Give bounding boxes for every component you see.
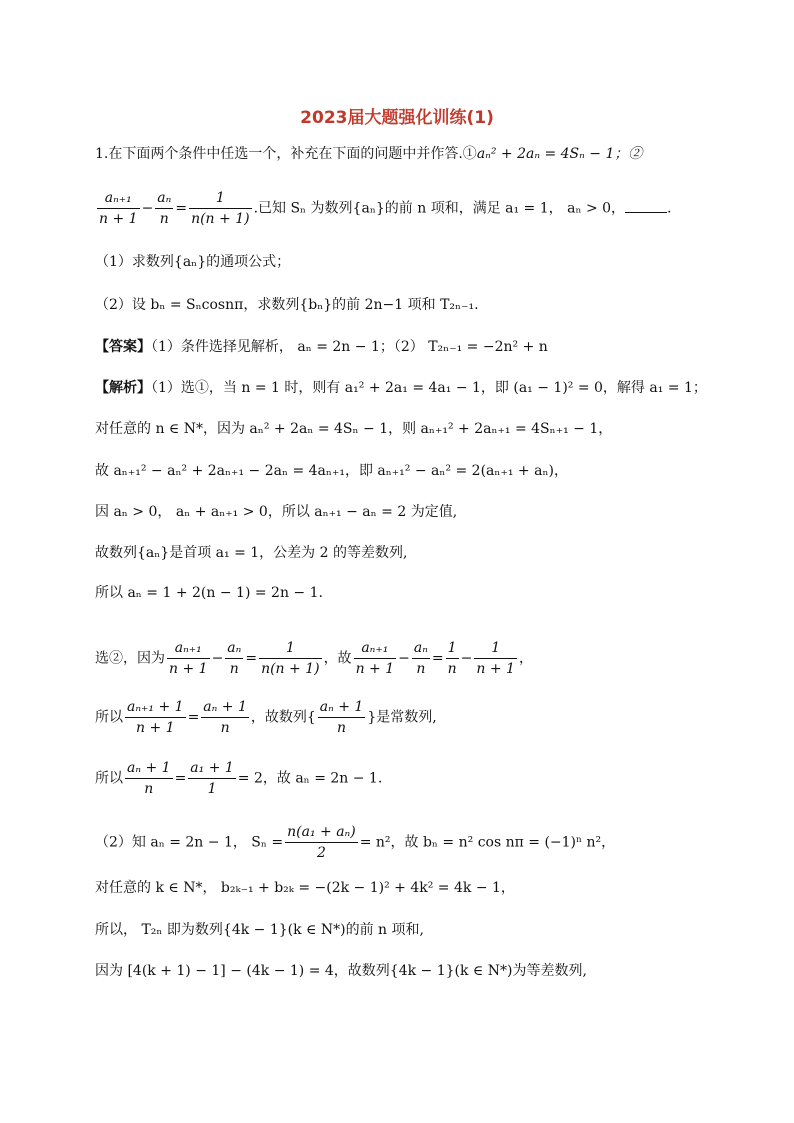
fraction: $\frac{1}{n + 1}$ (476, 640, 515, 677)
fraction: $\frac{\text{aₙ + 1}}{n}$ (127, 760, 171, 797)
analysis-line-4: 因 aₙ > 0， aₙ + aₙ₊₁ > 0，所以 aₙ₊₁ − aₙ = 2 为定值, (95, 504, 458, 520)
fraction: $\frac{\text{aₙ}}{n}$ (157, 190, 172, 227)
fraction: $\frac{\text{aₙ₊₁}}{n + 1}$ (99, 190, 138, 227)
question-intro-text: 1.在下面两个条件中任选一个，补充在下面的问题中并作答.① (95, 146, 477, 162)
analysis-line-1: 【解析】（1）选①，当 n = 1 时，则有 a₁² + 2a₁ = 4a₁ − 1，即 (a₁ − 1)² = 0，解得 a₁ = 1； (95, 380, 707, 396)
answer-text: （1）条件选择见解析， aₙ = 2n − 1；（2） T₂ₙ₋₁ = −2n² + n (151, 339, 548, 355)
part-two-line-4: 因为 [4(k + 1) − 1] − (4k − 1) = 4，故数列{4k − 1}(k ∈ N*)为等差数列, (95, 963, 587, 979)
analysis-line-2: 对任意的 n ∈ N*，因为 aₙ² + 2aₙ = 4Sₙ − 1，则 aₙ₊₁² + 2aₙ₊₁ = 4Sₙ₊₁ − 1， (95, 421, 613, 437)
condition-one: aₙ² + 2aₙ = 4Sₙ − 1；② (476, 146, 643, 162)
answer-line (95, 337, 734, 357)
answer-blank (625, 212, 667, 213)
fraction: $\frac{\text{aₙ + 1}}{n}$ (319, 699, 364, 736)
fraction: $\frac{1}{n}$ (447, 640, 457, 677)
constant-sequence-line: 所以 $\frac{\text{aₙ₊₁ + 1}}{n + 1}$ = $\frac{\text{aₙ + 1}}{n}$ ，故数列{ $\frac{\text{aₙ + 1}}{n}$ }是常数列, (95, 699, 437, 736)
condition-two-line: $\frac{\text{aₙ₊₁}}{n + 1}$ − $\frac{\text{aₙ}}{n}$ = $\frac{1}{n(n + 1)}$ .已知 Sₙ 为数列{aₙ}的前 n 项和，满足 a₁ = 1， aₙ > 0， . (99, 190, 672, 227)
fraction: $\frac{1}{n(n + 1)}$ (261, 640, 320, 677)
fraction: $\frac{1}{n(n + 1)}$ (191, 190, 250, 227)
analysis-line-6: 所以 aₙ = 1 + 2(n − 1) = 2n − 1. (95, 585, 323, 601)
page-title: 2023届大题强化训练(1) (300, 108, 494, 128)
fraction: $\frac{\text{a₁ + 1}}{1}$ (190, 760, 234, 797)
fraction: $\frac{\text{aₙ}}{n}$ (413, 640, 428, 677)
part-two-line-2: 对任意的 k ∈ N*， b₂ₖ₋₁ + b₂ₖ = −(2k − 1)² + 4k² = 4k − 1， (95, 880, 515, 896)
answer-tag: 【答案】 (95, 339, 151, 355)
part-two: （2）设 bₙ = Sₙcosnπ，求数列{bₙ}的前 2n−1 项和 T₂ₙ₋₁. (95, 297, 479, 313)
analysis-line-5: 故数列{aₙ}是首项 a₁ = 1，公差为 2 的等差数列, (95, 545, 408, 561)
analysis-tag: 【解析】 (95, 380, 151, 396)
fraction: $\frac{\text{aₙ + 1}}{n}$ (203, 699, 247, 736)
condition-two-tail: .已知 Sₙ 为数列{aₙ}的前 n 项和，满足 a₁ = 1， aₙ > 0， (253, 200, 626, 217)
part-one: （1）求数列{aₙ}的通项公式； (95, 254, 291, 270)
fraction: $\frac{\text{aₙ₊₁ + 1}}{n + 1}$ (127, 699, 184, 736)
fraction: $\frac{\text{aₙ}}{n}$ (227, 640, 242, 677)
fraction: $\frac{\text{aₙ₊₁}}{n + 1}$ (355, 640, 395, 677)
fraction: $\frac{\text{n(a₁ + aₙ)}}{2}$ (287, 824, 356, 861)
analysis-line-3: 故 aₙ₊₁² − aₙ² + 2aₙ₊₁ − 2aₙ = 4aₙ₊₁，即 aₙ₊₁² − aₙ² = 2(aₙ₊₁ + aₙ)， (95, 463, 568, 479)
selection-two-line: 选②，因为 $\frac{\text{aₙ₊₁}}{n + 1}$ − $\frac{\text{aₙ}}{n}$ = $\frac{1}{n(n + 1)}$ ，故 $\frac{\text{aₙ₊₁}}{n + 1}$ − $\frac{\text{aₙ}}{n}$ = $\frac{1}{n}$ − $\frac{1}{n + 1}$ ， (95, 640, 533, 677)
part-two-solution-line: （2）知 aₙ = 2n − 1， Sₙ = $\frac{\text{n(a₁ + aₙ)}}{2}$ = n²，故 bₙ = n² cos nπ = (−1)ⁿ n²， (95, 824, 616, 861)
fraction: $\frac{\text{aₙ₊₁}}{n + 1}$ (169, 640, 208, 677)
result-line: 所以 $\frac{\text{aₙ + 1}}{n}$ = $\frac{\text{a₁ + 1}}{1}$ = 2，故 aₙ = 2n − 1. (95, 760, 383, 797)
part-two-line-3: 所以， T₂ₙ 即为数列{4k − 1}(k ∈ N*)的前 n 项和, (95, 922, 424, 938)
question-intro (95, 144, 734, 164)
